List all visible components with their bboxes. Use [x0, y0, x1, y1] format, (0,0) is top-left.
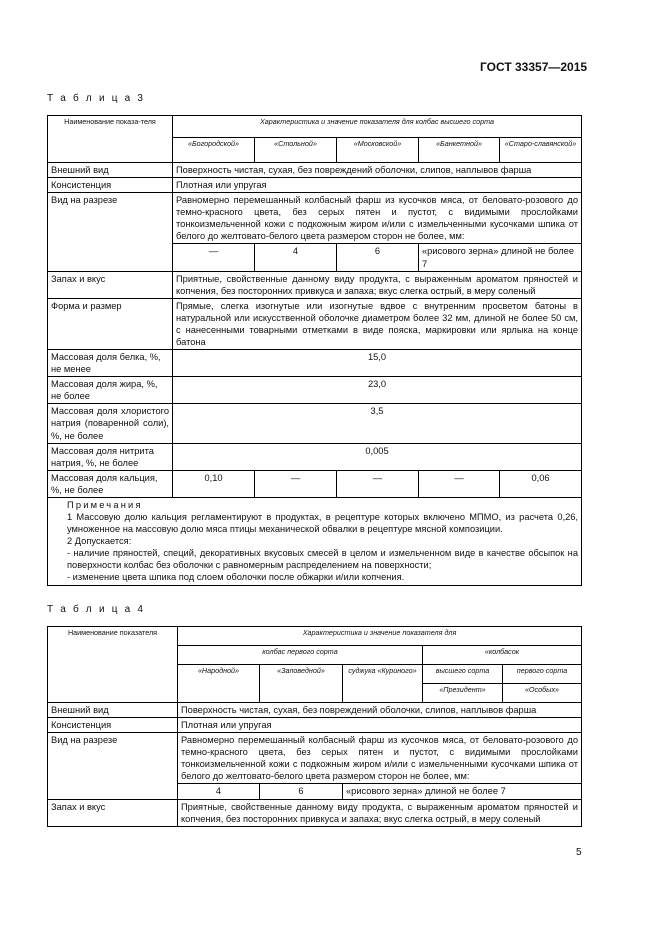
t3-row-name: Массовая доля кальция, %, не более	[48, 470, 173, 497]
notes-title: Примечания	[67, 499, 143, 510]
t3-row-value: Приятные, свойственные данному виду продукта, с выраженным ароматом пряностей и копчения, без посторонних привкуса и запаха; вкус слегка острый, в меру соленый	[173, 271, 582, 298]
t3-calcium-value: —	[337, 470, 419, 497]
t3-calcium-value: 0,10	[173, 470, 255, 497]
note-2: 2 Допускается:	[67, 536, 132, 547]
t3-sort-4: «Банкетной»	[419, 138, 500, 163]
t4-product-4: «Президент»	[423, 684, 503, 703]
t3-header-group: Характеристика и значение показателя для колбас высшего сорта	[173, 116, 582, 138]
document-id: ГОСТ 33357—2015	[480, 60, 588, 74]
t4-row-value: Равномерно перемешанный колбасный фарш из кусочков мяса, от беловато-розового до темно-красного цвета, без серых пятен и пустот, с видимыми прослойками тонкоизмельченной кожи с подкожным жиром и/или с измельченными кусочками шпика от белого до желтовато-белого цвета размером сторон не более, мм:	[178, 733, 582, 784]
table-4-caption: Т а б л и ц а 4	[47, 604, 146, 615]
t4-header-name: Наименование показателя	[48, 627, 178, 703]
t3-size-cell: 6	[337, 244, 419, 271]
table-3-caption: Т а б л и ц а 3	[47, 93, 146, 104]
t4-size-cell: «рисового зерна» длиной не более 7	[343, 784, 582, 799]
t3-row-value: 15,0	[173, 350, 582, 377]
t3-row-name: Запах и вкус	[48, 271, 173, 298]
t4-size-cell: 4	[178, 784, 260, 799]
t4-header-group: Характеристика и значение показателя для	[178, 627, 582, 646]
t4-product-2: «Заповедной»	[260, 665, 343, 703]
t4-product-5: «Особых»	[503, 684, 582, 703]
t3-sort-1: «Богородской»	[173, 138, 255, 163]
note-2b: - изменение цвета шпика под слоем оболочки после обжарки и/или копчения.	[67, 572, 405, 583]
t4-product-3: суджука «Куриного»	[343, 665, 423, 703]
t3-row-name: Массовая доля нитрита натрия, %, не более	[48, 443, 173, 470]
t3-size-cell: «рисового зерна» длиной не более 7	[419, 244, 582, 271]
t4-header-sausage: «колбасок	[423, 646, 582, 665]
t4-header-first: первого сорта	[503, 665, 582, 684]
t3-row-value: Прямые, слегка изогнутые или изогнутые вдвое с внутренним просветом батоны в натуральной или искусственной оболочке диаметром более 32 мм, длиной не более 50 см, с нанесенными товарными отметками в виде пояска, маркировки или ярлыка на конце батона	[173, 298, 582, 349]
t4-product-1: «Народной»	[178, 665, 260, 703]
t3-notes	[48, 497, 582, 585]
note-1: 1 Массовую долю кальция регламентируют в продуктах, в рецептуре которых включено МПМО, из расчета 0,26, умноженное на массовую долю мяса птицы механической обвалки в рецептуре мясной композиции.	[67, 512, 578, 535]
t3-sort-5: «Старо-славянской»	[500, 138, 582, 163]
table-4	[47, 626, 582, 827]
t3-header-name: Наименование показа-теля	[48, 116, 173, 163]
page-number: 5	[576, 847, 582, 858]
t4-header-highest: высшего сорта	[423, 665, 503, 684]
t3-row-name: Массовая доля хлористого натрия (поваренной соли), %, не более	[48, 404, 173, 443]
t3-sort-2: «Стольной»	[255, 138, 337, 163]
t3-calcium-value: 0,06	[500, 470, 582, 497]
t3-row-name: Массовая доля белка, %, не менее	[48, 350, 173, 377]
t3-size-cell: 4	[255, 244, 337, 271]
t4-row-value: Плотная или упругая	[178, 718, 582, 733]
t3-row-name: Консистенция	[48, 178, 173, 193]
t4-row-name: Консистенция	[48, 718, 178, 733]
table-3	[47, 115, 582, 586]
t3-size-cell: —	[173, 244, 255, 271]
t3-calcium-value: —	[419, 470, 500, 497]
t4-header-first-grade: колбас первого сорта	[178, 646, 423, 665]
t3-row-name: Массовая доля жира, %, не более	[48, 377, 173, 404]
t3-row-value: Равномерно перемешанный колбасный фарш из кусочков мяса, от беловато-розового до темно-красного цвета, без серых пятен и пустот, с видимыми прослойками тонкоизмельченной кожи с подкожным жиром и/или с измельченными кусочками шпика от белого до желтовато-белого цвета размером сторон не более, мм:	[173, 193, 582, 244]
t4-row-name: Внешний вид	[48, 703, 178, 718]
t3-row-value: 23,0	[173, 377, 582, 404]
t4-row-value: Приятные, свойственные данному виду продукта, с выраженным ароматом пряностей и копчения, без посторонних привкуса и запаха; вкус слегка острый, в меру соленый	[178, 799, 582, 826]
t3-calcium-value: —	[255, 470, 337, 497]
t4-size-cell: 6	[260, 784, 343, 799]
t3-row-value: Плотная или упругая	[173, 178, 582, 193]
t4-row-name: Вид на разрезе	[48, 733, 178, 799]
t3-row-value: 0,005	[173, 443, 582, 470]
t4-row-name: Запах и вкус	[48, 799, 178, 826]
t3-sort-3: «Московской»	[337, 138, 419, 163]
t3-row-value: Поверхность чистая, сухая, без повреждений оболочки, слипов, наплывов фарша	[173, 163, 582, 178]
note-2a: - наличие пряностей, специй, декоративных вкусовых смесей в целом и измельченном виде в качестве обсыпок на поверхности колбас без оболочки с равномерным распределением на поверхности;	[67, 548, 578, 571]
t3-row-name: Форма и размер	[48, 298, 173, 349]
t4-row-value: Поверхность чистая, сухая, без повреждений оболочки, слипов, наплывов фарша	[178, 703, 582, 718]
t3-row-name: Внешний вид	[48, 163, 173, 178]
t3-row-value: 3,5	[173, 404, 582, 443]
t3-row-name: Вид на разрезе	[48, 193, 173, 271]
